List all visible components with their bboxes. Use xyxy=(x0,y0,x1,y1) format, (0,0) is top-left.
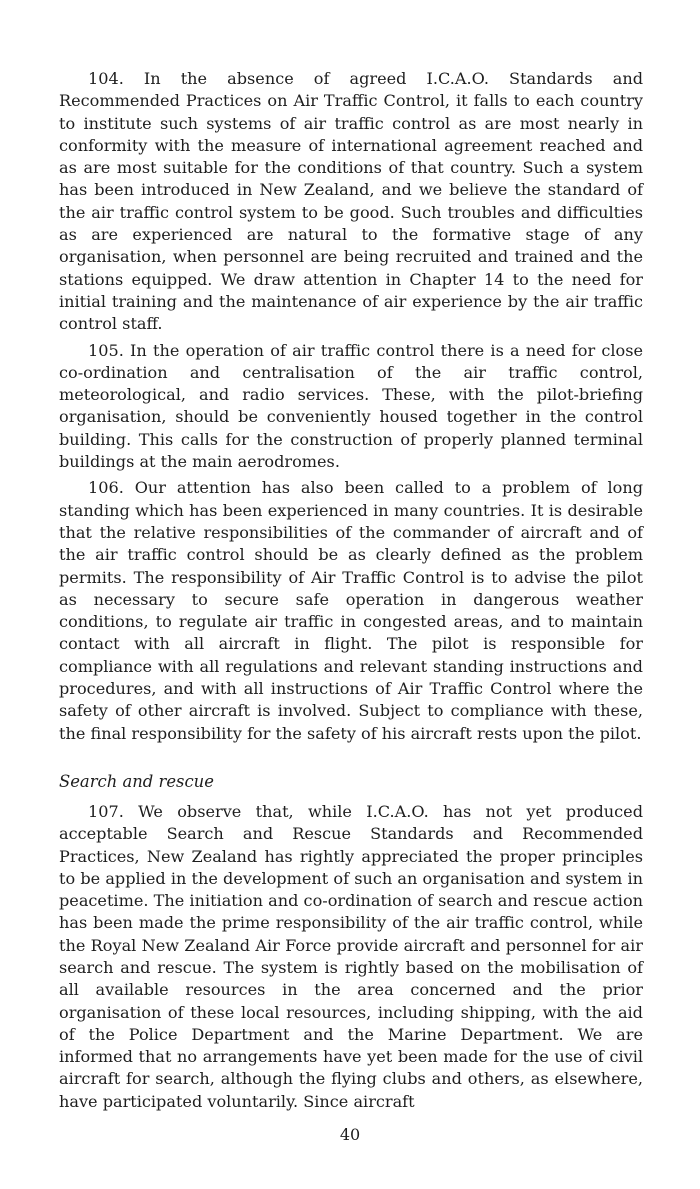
body-text xyxy=(59,68,643,1113)
section-heading-search-and-rescue: Search and rescue xyxy=(59,771,214,791)
page-number: 40 xyxy=(339,1125,361,1144)
paragraph-105: 105. In the operation of air traffic control there is a need for close co-ordination and centralisation of the air traffic control, meteorological, and radio services. These, with the pilot-briefing organisation, should be conveniently housed together in the control building. This calls for the construction of properly planned terminal buildings at the main aerodromes. xyxy=(59,340,643,472)
paragraph-107: 107. We observe that, while I.C.A.O. has not yet produced acceptable Search and Rescue Standards and Recommended Practices, New Zealand has rightly appreciated the proper principles to be applied in the development of such an organisation and system in peacetime. The initiation and co-ordination of search and rescue action has been made the prime responsibility of the air traffic control, while the Royal New Zealand Air Force provide aircraft and personnel for air search and rescue. The system is rightly based on the mobilisation of all available resources in the area concerned and the prior organisation of these local resources, including shipping, with the aid of the Police Department and the Marine Department. We are informed that no arrangements have yet been made for the use of civil aircraft for search, although the flying clubs and others, as elsewhere, have participated voluntarily. Since aircraft xyxy=(59,801,643,1111)
paragraph-106: 106. Our attention has also been called to a problem of long standing which has been experienced in many countries. It is desirable that the relative responsibilities of the commander of aircraft and of the air traffic control should be as clearly defined as the problem permits. The responsibility of Air Traffic Control is to advise the pilot as necessary to secure safe operation in dangerous weather conditions, to regulate air traffic in congested areas, and to maintain contact with all aircraft in flight. The pilot is responsible for compliance with all regulations and relevant standing instructions and procedures, and with all instructions of Air Traffic Control where the safety of other aircraft is involved. Subject to compliance with these, the final responsibility for the safety of his aircraft rests upon the pilot. xyxy=(59,478,643,743)
paragraph-104: 104. In the absence of agreed I.C.A.O. Standards and Recommended Practices on Air Traffic Control, it falls to each country to institute such systems of air traffic control as are most nearly in conformity with the measure of international agreement reached and as are most suitable for the conditions of that country. Such a system has been introduced in New Zealand, and we believe the standard of the air traffic control system to be good. Such troubles and difficulties as are experienced are natural to the formative stage of any organisation, when personnel are being recruited and trained and the stations equipped. We draw attention in Chapter 14 to the need for initial training and the maintenance of air experience by the air traffic control staff. xyxy=(59,69,643,334)
